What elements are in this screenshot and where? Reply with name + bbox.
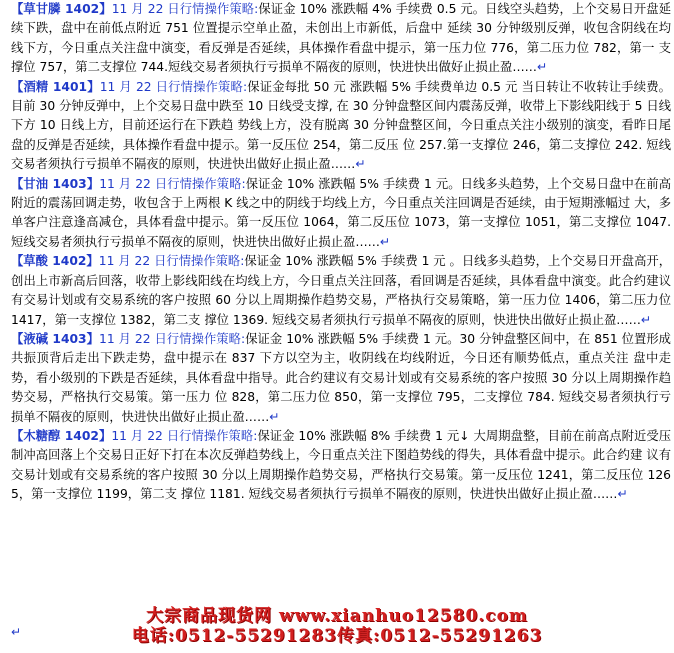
paragraph-jiujing bbox=[11, 78, 671, 175]
footer-contact: 电话:0512-55291283传真:0512-55291263 bbox=[131, 626, 543, 646]
document-body bbox=[11, 0, 671, 505]
watermark-footer bbox=[0, 606, 674, 646]
paragraph-mark: ↵ bbox=[536, 60, 548, 75]
paragraph-headline: 11 月 22 日行情操作策略: bbox=[98, 254, 245, 269]
paragraph-body: 保证金 10% 涨跌幅 8% 手续费 1 元↓ 大周期盘整，目前在前高点附近受压制冲高回落上个交易日正好下打在本次反弹趋势线上，今日重点关注下图趋势线的得失，具体看盘中提示。此合约建 议有交易计划或有交易系统的客户按照 30 分以上周期操作趋势交易，严格执行交易策。第一反压位 1241，第二反压位 1265，第一支撑位 1199，第二支 撑位 1181. 短线交易者须执行亏损单不隔夜的原则，快进快出做好止损止盈…… bbox=[11, 428, 671, 502]
paragraph-body: 保证金 10% 涨跌幅 4% 手续费 0.5 元。日线空头趋势，上个交易日开盘延续下跌，盘中在前低点附近 751 位置提示空单止盈，未创出上市新低，后盘中 延续 30 分钟级别反弹，收包含阴线在均线下方，今日重点关注盘中演变，看反弹是否延续，具体操作看盘中提示，第一压力位 776，第二压力位 782，第一 支撑位 757，第二支撑位 744.短线交易者须执行亏损单不隔夜的原则，快进快出做好止损止盈…… bbox=[11, 2, 672, 75]
paragraph-body: 保证金每批 50 元 涨跌幅 5% 手续费单边 0.5 元 当日转让不收转让手续费。目前 30 分钟反弹中，上个交易日盘中跌至 10 日线受支撑, 在 30 分钟盘整区间内震荡反弹，收带上下影线阳线于 5 日线下方 10 日线上方，目前还运行在下跌趋 势线上方，没有脱离 30 分钟盘整区间，今日重点关注小级别的演变，看昨日尾盘的反弹是否延续，具体操作看盘中提示。第一反压位 254，第二反压 位 257.第一支撑位 246，第二支撑位 242. 短线交易者须执行亏损单不隔夜的原则，快进快出做好止损止盈…… bbox=[11, 79, 671, 172]
paragraph-ganyou bbox=[11, 175, 671, 253]
paragraph-headline: 11 月 22 日行情操作策略: bbox=[111, 2, 259, 16]
paragraph-headline: 11 月 22 日行情操作策略: bbox=[99, 331, 246, 346]
paragraph-mutangchun bbox=[11, 427, 671, 505]
end-paragraph-mark: ↵ bbox=[11, 625, 22, 639]
paragraph-mark: ↵ bbox=[269, 409, 280, 424]
paragraph-yejian bbox=[11, 330, 671, 427]
paragraph-mark: ↵ bbox=[640, 312, 652, 327]
paragraph-headline: 11 月 22 日行情操作策略: bbox=[99, 79, 248, 94]
paragraph-body: 保证金 10% 涨跌幅 5% 手续费 1 元 。日线多头趋势，上个交易日开盘高开，创出上市新高后回落，收带上影线阳线在均线上方，今日重点关注回落，看回调是否延续，具体看盘中演变。此合约建议 有交易计划或有交易系统的客户按照 60 分以上周期操作趋势交易，严格执行交易策略，第一压力位 1406，第二压力位 1417，第一支撑位 1382，第二支 撑位 1369. 短线交易者须执行亏损单不隔夜的原则，快进快出做好止损止盈…… bbox=[11, 254, 672, 327]
product-tag: 【甘油 1403】 bbox=[11, 176, 100, 191]
paragraph-headline: 11 月 22 日行情操作策略: bbox=[99, 176, 246, 191]
product-tag: 【液碱 1403】 bbox=[11, 331, 100, 346]
footer-website: 大宗商品现货网 www.xianhuo12580.com bbox=[146, 606, 528, 626]
paragraph-caosuan bbox=[11, 252, 671, 330]
paragraph-caoganlin bbox=[11, 0, 671, 78]
product-tag: 【草甘膦 1402】 bbox=[11, 2, 112, 16]
paragraph-mark: ↵ bbox=[617, 487, 628, 502]
paragraph-mark: ↵ bbox=[355, 157, 366, 172]
paragraph-headline: 11 月 22 日行情操作策略: bbox=[111, 428, 258, 443]
paragraph-body: 保证金 10% 涨跌幅 5% 手续费 1 元。日线多头趋势，上个交易日盘中在前高附近的震荡回调走势，收包含于上两根 K 线之中的阴线于均线上方，今日重点关注回调是否延续，由于短期涨幅过 大，多单客户注意逢高减仓，具体看盘中提示。第一反压位 1064，第二反压位 1073，第一支撑位 1051，第二支撑位 1047. 短线交易者须执行亏损单不隔夜的原则，快进快出做好止损止盈…… bbox=[11, 176, 671, 249]
product-tag: 【酒精 1401】 bbox=[11, 79, 100, 94]
paragraph-body: 保证金 10% 涨跌幅 5% 手续费 1 元。30 分钟盘整区间中，在 851 位置形成共振顶背后走出下跌走势，盘中提示在 837 下方以空为主，收阴线在均线附近，今日还有顺势低点，重点关注 盘中走势，看小级别的下跌是否延续，具体看盘中指导。此合约建议有交易计划或有交易系统的客户按照 30 分以上周期操作趋势交易，严格执行交易策。第一压力 位 828，第二压力位 850，第一支撑位 795，二支撑位 784. 短线交易者须执行亏损单不隔夜的原则，快进快出做好止损止盈…… bbox=[11, 331, 671, 424]
paragraph-mark: ↵ bbox=[379, 234, 391, 249]
product-tag: 【木糖醇 1402】 bbox=[11, 428, 112, 443]
product-tag: 【草酸 1402】 bbox=[11, 254, 99, 269]
